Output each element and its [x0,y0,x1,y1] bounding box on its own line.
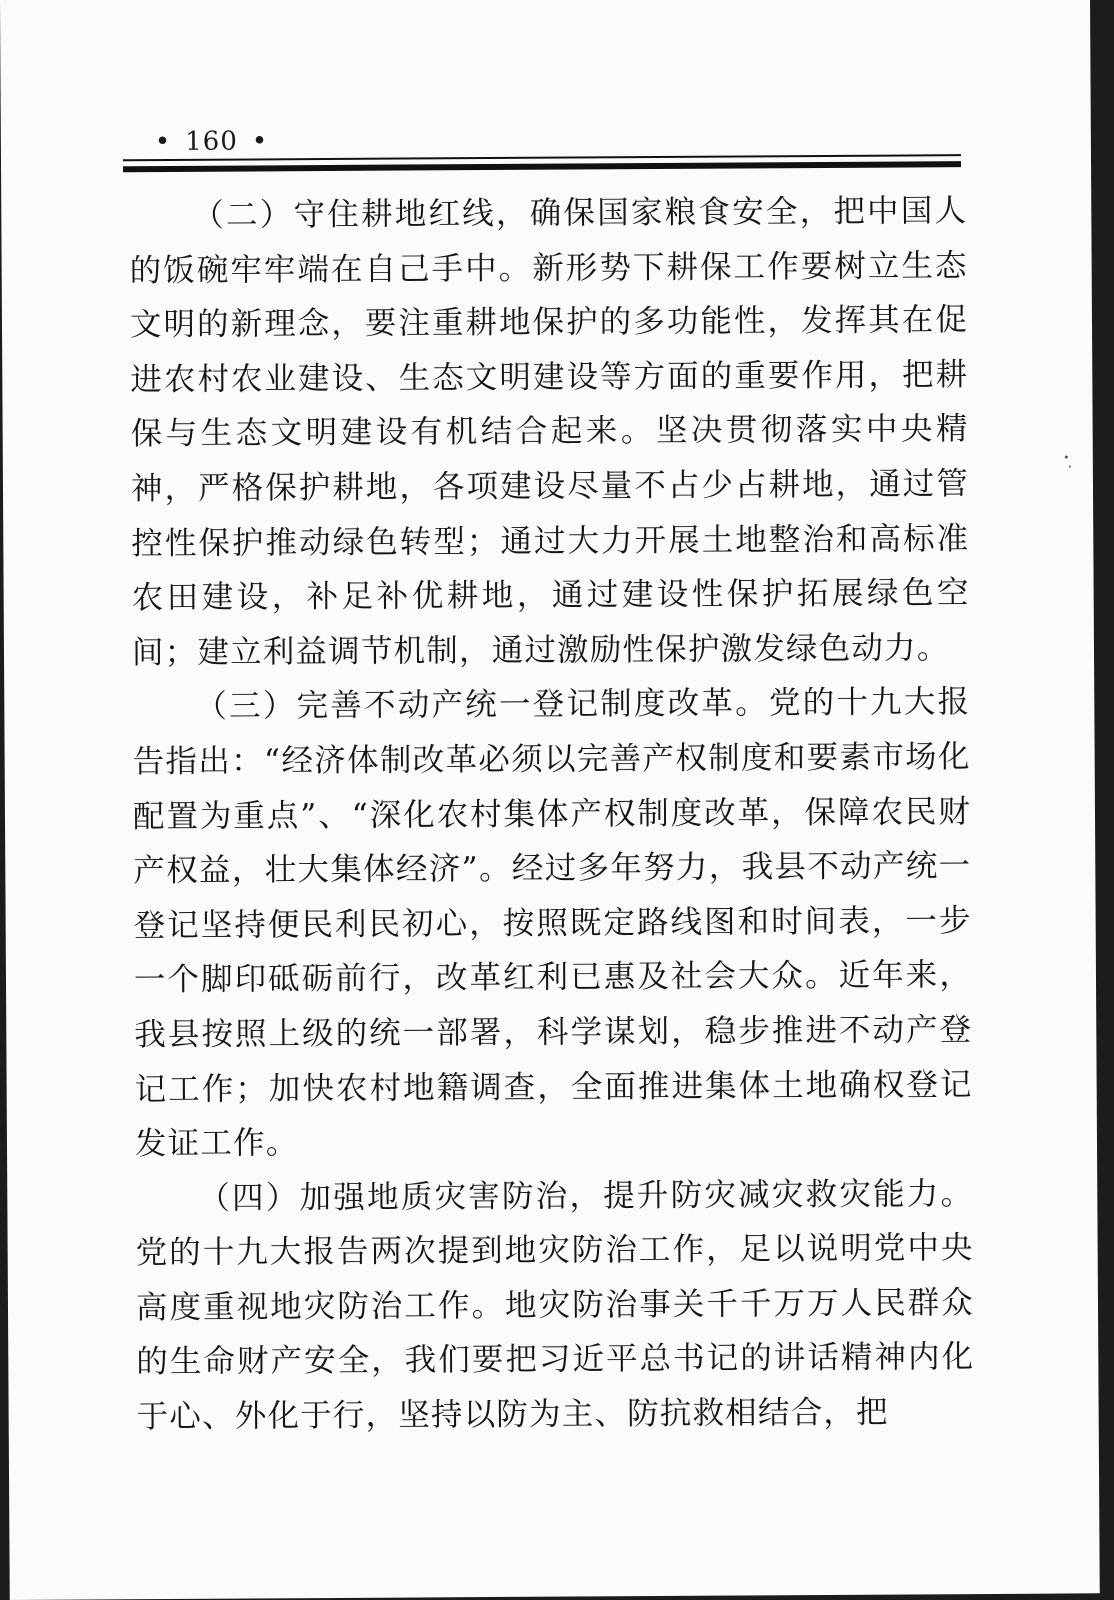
scan-speck [1069,465,1071,467]
paragraph: （四）加强地质灾害防治，提升防灾减灾救灾能力。党的十九大报告两次提到地灾防治工作，足以说明党中央高度重视地灾防治工作。地灾防治事关千千万万人民群众的生命财产安全，我们要把习近平总书记的讲话精神内化于心、外化于行，坚持以防为主、防抗救相结合，把 [135,1175,975,1436]
header-rule-thick [123,161,961,172]
paragraph: （三）完善不动产统一登记制度改革。党的十九大报告指出：“经济体制改革必须以完善产权制度和要素市场化配置为重点”、“深化农村集体产权制度改革，保障农民财产权益，壮大集体经济”。经过多年努力，我县不动产统一登记坚持便民利民初心，按照既定路线图和时间表，一步一个脚印砥砺前行，改革红利已惠及社会大众。近年来，我县按照上级的统一部署，科学谋划，稳步推进不动产登记工作；加快农村地籍调查，全面推进集体土地确权登记发证工作。 [132,684,973,1163]
header-dot-right: • [251,126,269,157]
body-text [129,184,975,1445]
page-header [141,126,283,157]
header-dot-left: • [154,126,172,158]
paragraph: （二）守住耕地红线，确保国家粮食安全，把中国人的饭碗牢牢端在自己手中。新形势下耕保工作要树立生态文明的新理念，要注重耕地保护的多功能性，发挥其在促进农村农业建设、生态文明建设等方面的重要作用，把耕保与生态文明建设有机结合起来。坚决贯彻落实中央精神，严格保护耕地，各项建设尽量不占少占耕地，通过管控性保护推动绿色转型；通过大力开展土地整治和高标准农田建设，补足补优耕地，通过建设性保护拓展绿色空间；建立利益调节机制，通过激励性保护激发绿色动力。 [129,193,970,671]
page-number: 160 [185,126,238,157]
scan-speck [1065,455,1068,458]
